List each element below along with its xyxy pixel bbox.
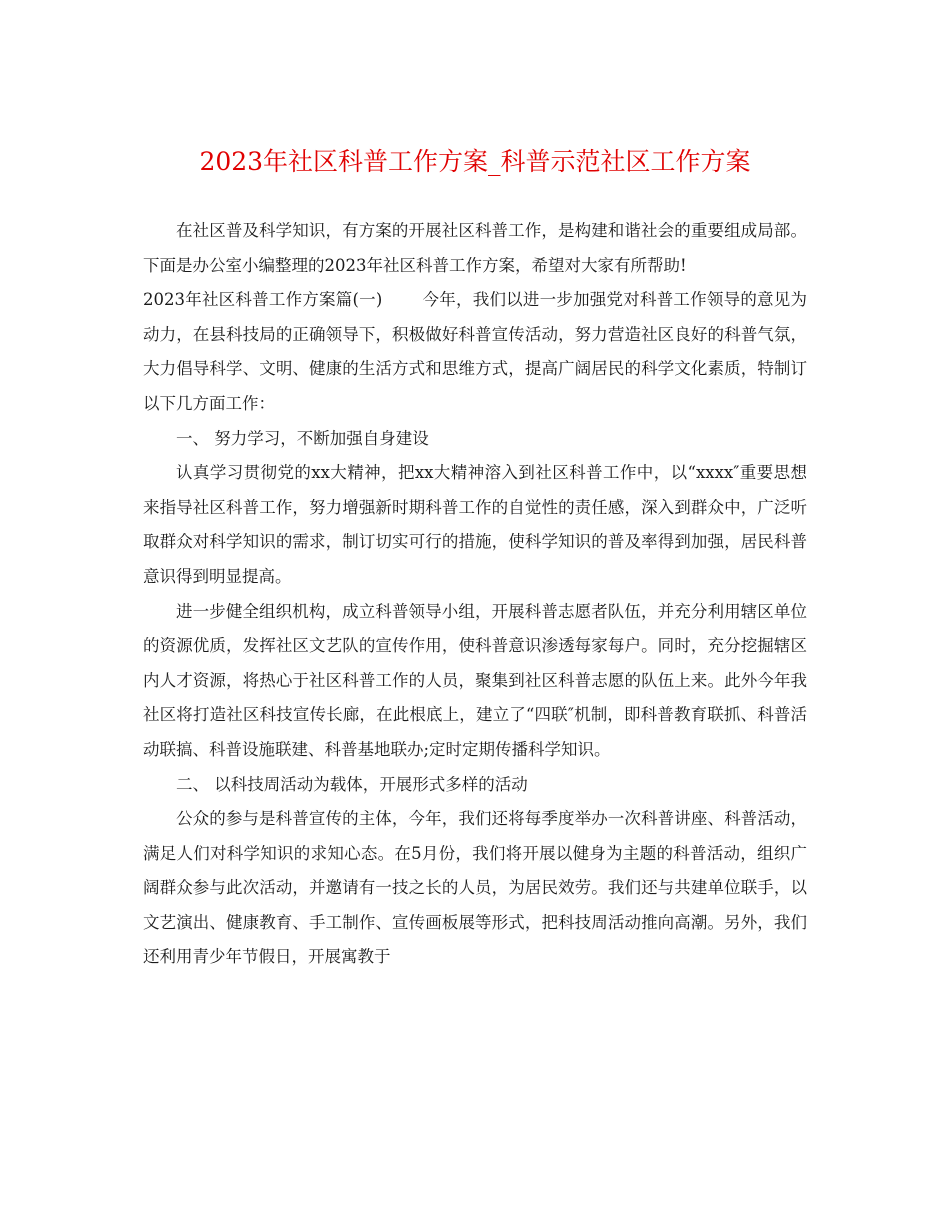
paragraph-3: 公众的参与是科普宣传的主体，今年，我们还将每季度举办一次科普讲座、科普活动，满足人们对科学知识的求知心态。在5月份，我们将开展以健身为主题的科普活动，组织广阔群众参与此次活动，并邀请有一技之长的人员，为居民效劳。我们还与共建单位联手，以文艺演出、健康教育、手工制作、宣传画板展等形式，把科技周活动推向高潮。另外，我们还利用青少年节假日，开展寓教于 (143, 809, 807, 967)
heading-2: 二、 以科技周活动为载体，开展形式多样的活动 (176, 774, 528, 794)
section1-paragraph (143, 283, 807, 421)
intro-paragraph: 在社区普及科学知识，有方案的开展社区科普工作，是构建和谐社会的重要组成局部。下面是办公室小编整理的2023年社区科普工作方案，希望对大家有所帮助! (143, 221, 807, 275)
paragraph-2: 进一步健全组织机构，成立科普领导小组，开展科普志愿者队伍，并充分利用辖区单位的资源优质，发挥社区文艺队的宣传作用，使科普意识渗透每家每户。同时，充分挖掘辖区内人才资源，将热心于社区科普工作的人员，聚集到社区科普志愿的队伍上来。此外今年我社区将打造社区科技宣传长廊，在此根底上，建立了“四联″机制，即科普教育联抓、科普活动联搞、科普设施联建、科普基地联办;定时定期传播科学知识。 (143, 601, 807, 759)
section1-text: 今年，我们以进一步加强党对科普工作领导的意见为动力，在县科技局的正确领导下，积极做好科普宣传活动，努力营造社区良好的科普气氛，大力倡导科学、文明、健康的生活方式和思维方式，提高广阔居民的科学文化素质，特制订以下几方面工作： (143, 290, 808, 413)
document-body (143, 214, 807, 975)
heading-1: 一、 努力学习，不断加强自身建设 (176, 428, 429, 448)
document-title: 2023年社区科普工作方案_科普示范社区工作方案 (199, 147, 751, 176)
section1-label: 2023年社区科普工作方案篇(一) (143, 290, 383, 310)
paragraph-1: 认真学习贯彻党的xx大精神，把xx大精神溶入到社区科普工作中，以“xxxx″重要思想来指导社区科普工作，努力增强新时期科普工作的自觉性的责任感，深入到群众中，广泛听取群众对科学知识的需求，制订切实可行的措施，使科学知识的普及率得到加强，居民科普意识得到明显提高。 (143, 463, 807, 586)
